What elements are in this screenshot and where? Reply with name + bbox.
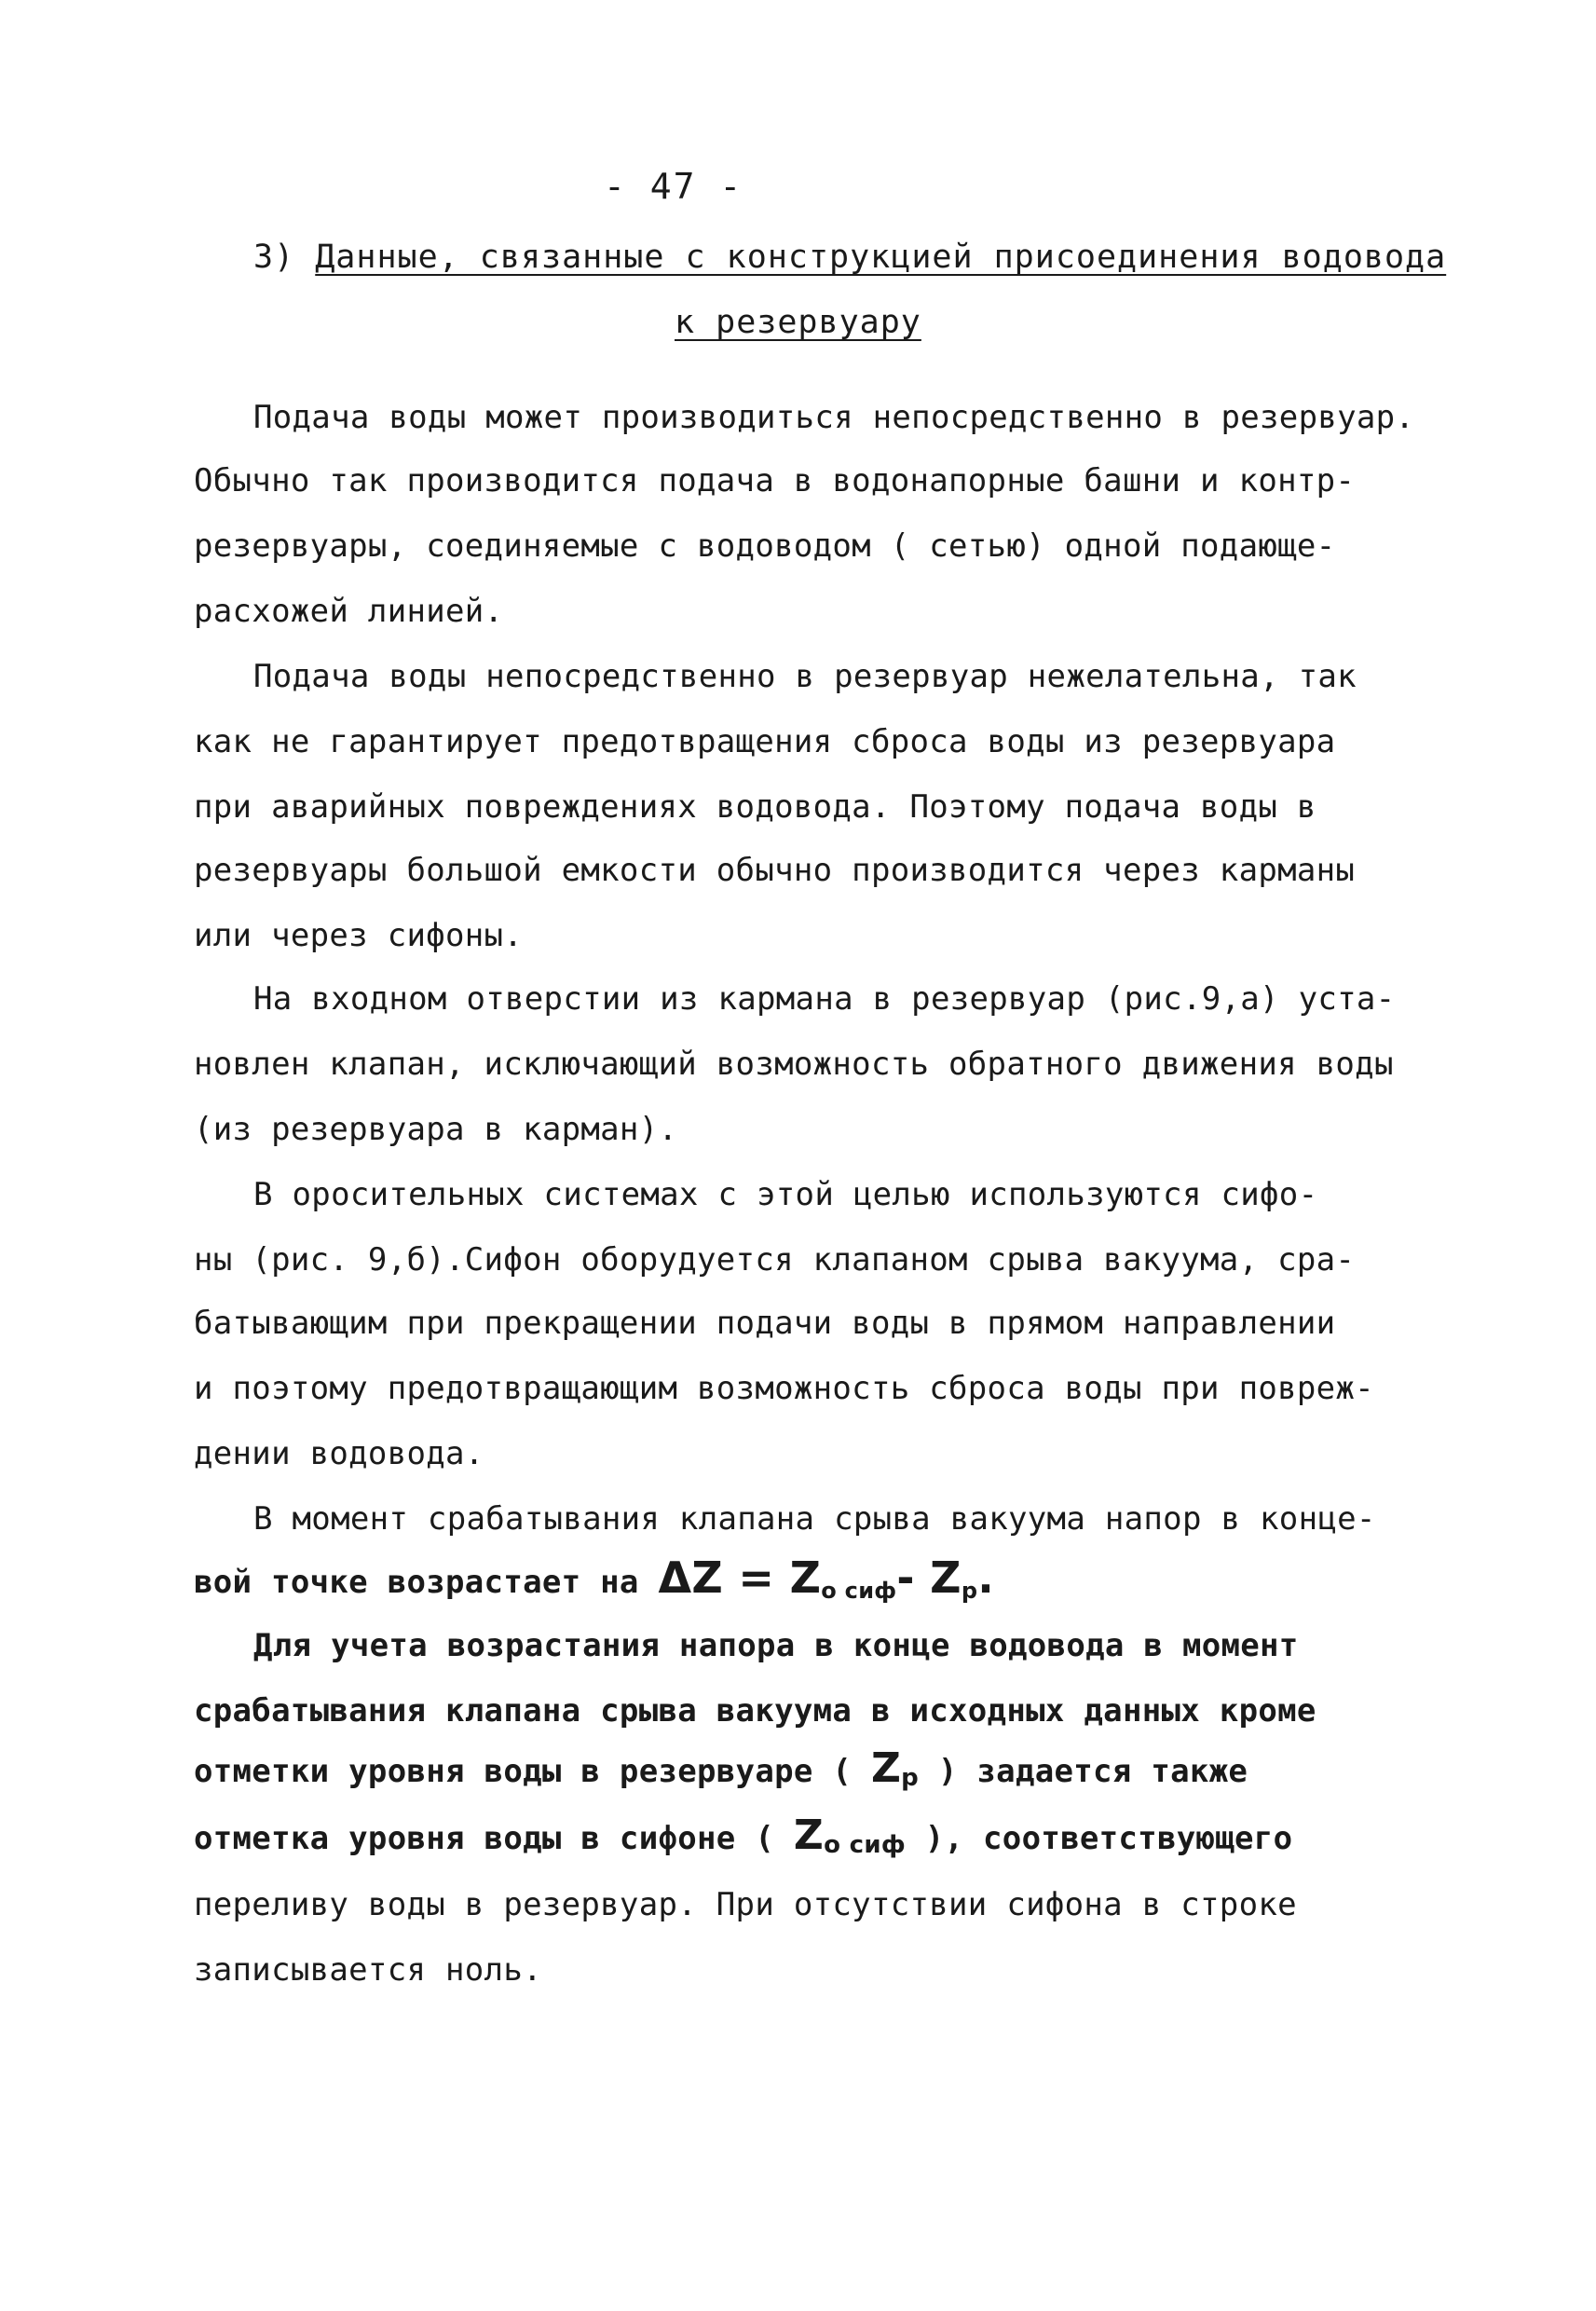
text-line: В оросительных системах с этой целью используются сифо-: [253, 1176, 1318, 1213]
text-line: Подача воды непосредственно в резервуар нежелательна, так: [253, 658, 1357, 695]
text-line: записывается ноль.: [194, 1951, 542, 1989]
z0-letter: Z: [793, 1812, 825, 1859]
text-line: или через сифоны.: [194, 917, 524, 954]
text-line: при аварийных повреждениях водовода. Поэтому подача воды в: [194, 788, 1316, 826]
text-line: В момент срабатывания клапана срыва вакуума напор в конце-: [253, 1500, 1376, 1538]
text-line: ны (рис. 9,б).Сифон оборудуется клапаном срыва вакуума, сра-: [194, 1241, 1356, 1279]
text-line: Подача воды может производиться непосредственно в резервуар.: [253, 399, 1415, 436]
delta-symbol: Δ: [658, 1552, 692, 1603]
text-line: На входном отверстии из кармана в резервуар (рис.9,а) уста-: [253, 980, 1396, 1018]
formula-equals: =: [738, 1552, 775, 1603]
text-line: срабатывания клапана срыва вакуума в исходных данных кроме: [194, 1692, 1316, 1730]
text-line: резервуары большой емкости обычно производится через карманы: [194, 852, 1356, 889]
formula-end: .: [977, 1552, 995, 1603]
zp-subscript: p: [901, 1764, 920, 1792]
text-line: Обычно так производится подача в водонапорные башни и контр-: [194, 462, 1356, 499]
text-line: Для учета возрастания напора в конце водовода в момент: [253, 1627, 1299, 1664]
formula-z0: Z: [789, 1552, 822, 1603]
section-number: 3): [253, 239, 295, 276]
page-number: - 47 -: [604, 166, 743, 207]
formula-z: Z: [691, 1552, 724, 1603]
z0-symbol: [794, 1812, 906, 1859]
zp-letter: Z: [870, 1744, 902, 1792]
section-title-line-2: к резервуару: [675, 304, 921, 341]
zp-symbol: [871, 1744, 919, 1792]
section-title-line-1: Данные, связанные с конструкцией присоединения водовода: [315, 239, 1447, 276]
zp-line-after: ) задается также: [937, 1753, 1248, 1790]
formula-z0-subscript: o сиф: [821, 1578, 897, 1604]
formula-prefix: вой точке возрастает на: [194, 1564, 639, 1601]
section-title-line-2-wrap: [675, 304, 921, 341]
formula-line: [194, 1552, 994, 1604]
z0-line-before: отметка уровня воды в сифоне (: [194, 1820, 775, 1857]
formula-zp: Z: [930, 1552, 962, 1603]
text-line: и поэтому предотвращающим возможность сброса воды при повреж-: [194, 1370, 1374, 1407]
text-line: резервуары, соединяемые с водоводом ( сетью) одной подающе-: [194, 527, 1336, 565]
text-line: как не гарантирует предотвращения сброса воды из резервуара: [194, 723, 1336, 760]
zp-line: [194, 1744, 1248, 1792]
z0-line-after: ), соответствующего: [924, 1820, 1293, 1857]
z0-line: [194, 1812, 1292, 1859]
text-line: дении водовода.: [194, 1435, 484, 1472]
formula-minus: -: [896, 1552, 915, 1603]
text-line: расхожей линией.: [194, 593, 504, 630]
section-heading: [253, 239, 1446, 276]
zp-line-before: отметки уровня воды в резервуаре (: [194, 1753, 853, 1790]
text-line: (из резервуара в карман).: [194, 1111, 678, 1148]
formula-zp-subscript: p: [961, 1578, 978, 1604]
text-line: переливу воды в резервуар. При отсутствии сифона в строке: [194, 1886, 1297, 1923]
z0-subscript: o сиф: [824, 1831, 906, 1859]
text-line: новлен клапан, исключающий возможность обратного движения воды: [194, 1046, 1394, 1083]
delta-z-formula: [659, 1552, 995, 1603]
text-line: батывающим при прекращении подачи воды в прямом направлении: [194, 1305, 1336, 1342]
